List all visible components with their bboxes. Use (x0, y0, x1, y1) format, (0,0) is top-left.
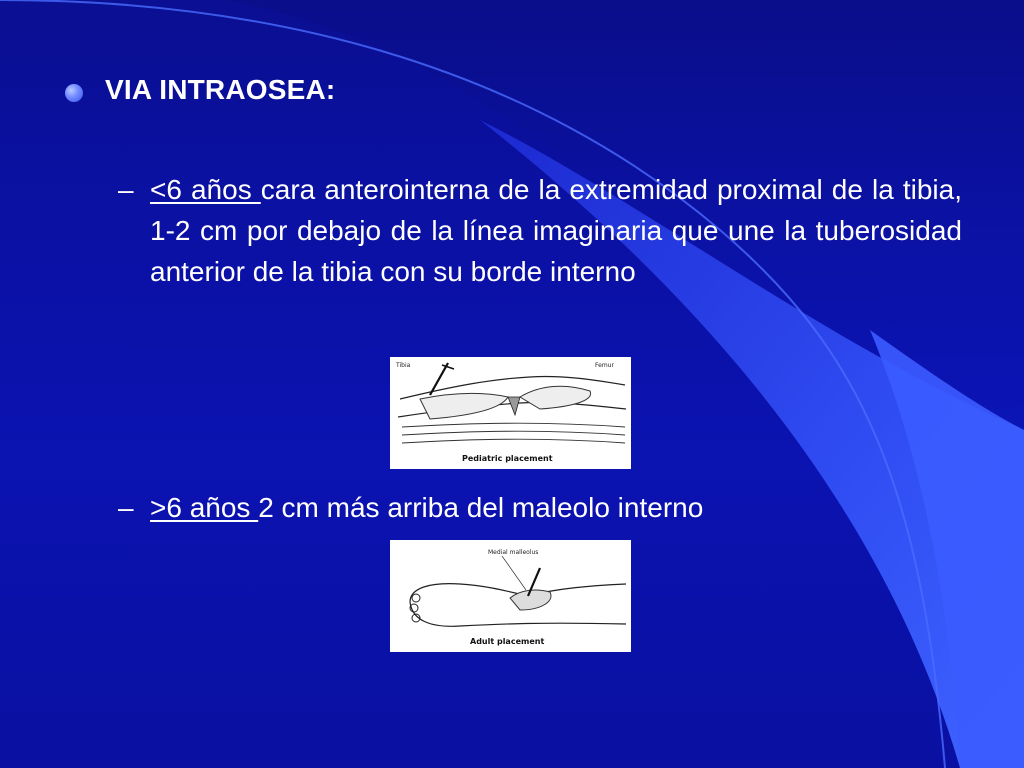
tibia-label: Tibia (396, 362, 411, 369)
femur-label: Femur (595, 362, 614, 369)
pediatric-placement-figure (390, 357, 631, 469)
item-pediatric-text: cara anterointerna de la extremidad proximal de la tibia, 1-2 cm por debajo de la línea imaginaria que une la tuberosidad anterior de la tibia con su borde interno (150, 174, 962, 287)
adult-foot-illustration (390, 540, 631, 652)
item-adult (150, 487, 962, 528)
adult-caption: Adult placement (470, 637, 545, 646)
item-pediatric (150, 169, 962, 292)
pediatric-leg-illustration (390, 357, 631, 469)
age-label-under-6: <6 años (150, 174, 261, 205)
slide-heading: VIA INTRAOSEA: (105, 74, 336, 105)
adult-placement-figure (390, 540, 631, 652)
bullet-dot-icon (65, 84, 83, 102)
age-label-over-6: >6 años (150, 492, 259, 523)
item-adult-text: 2 cm más arriba del maleolo interno (258, 492, 704, 523)
pediatric-caption: Pediatric placement (462, 454, 553, 463)
dash-bullet: – (118, 492, 134, 523)
dash-bullet: – (118, 174, 134, 205)
malleolus-label: Medial malleolus (488, 549, 539, 556)
